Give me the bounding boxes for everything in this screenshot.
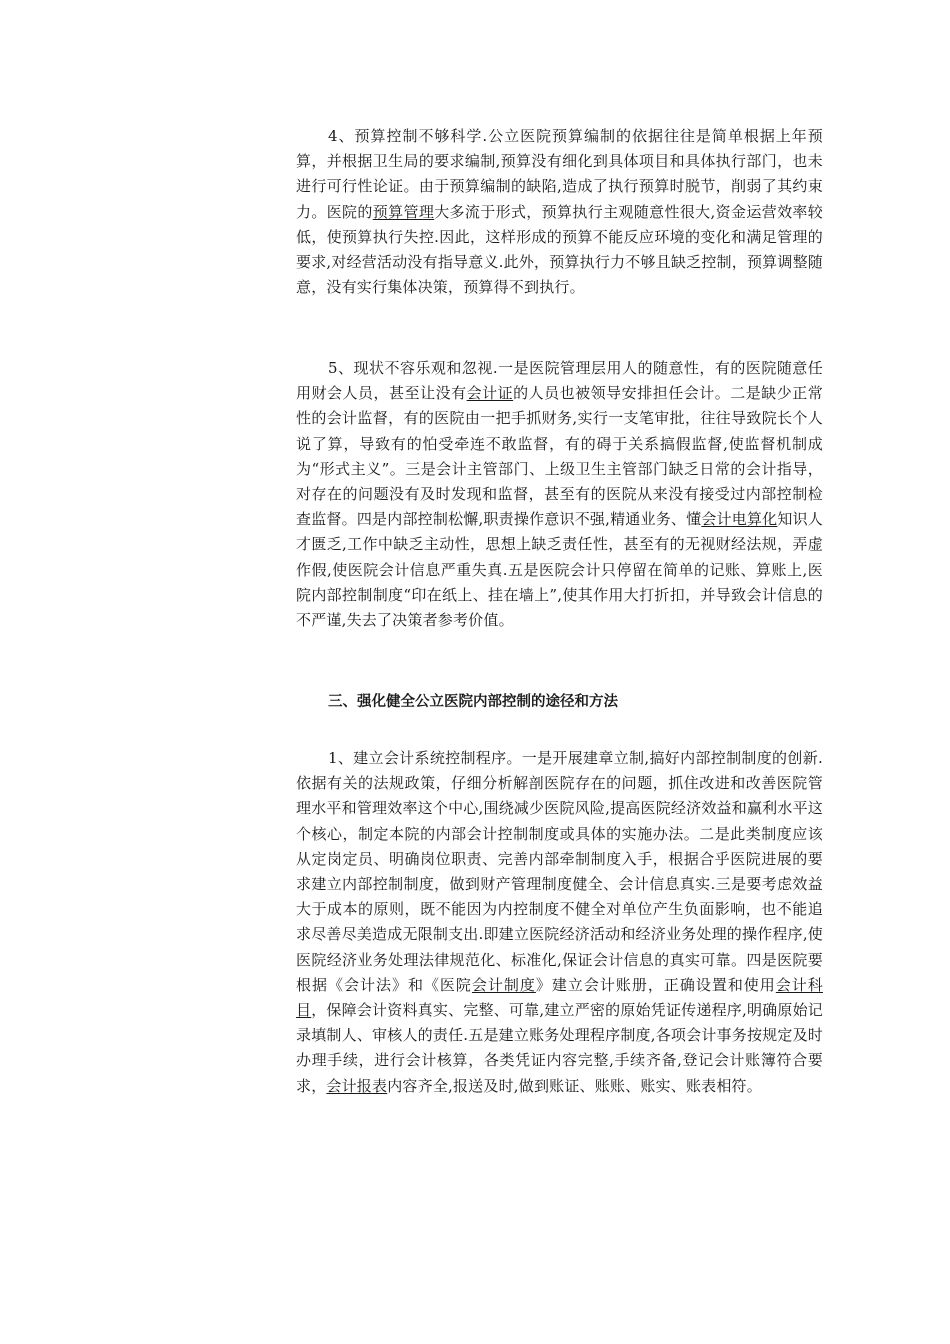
paragraph-accounting-system (296, 746, 823, 1099)
paragraph-text: ，保障会计资料真实、完整、可靠,建立严密的原始凭证传递程序,明确原始记录填制人、审核人的责任.五是建立账务处理程序制度,各项会计事务按规定及时办理手续，进行会计核算，各类凭证内容完整,手续齐备,登记会计账簿符合要求， (296, 1001, 824, 1095)
paragraph-text: 1、建立会计系统控制程序。一是开展建章立制,搞好内部控制制度的创新.依据有关的法规政策，仔细分析解剖医院存在的问题，抓住改进和改善医院管理水平和管理效率这个中心,围绕减少医院风险,提高医院经济效益和赢利水平这个核心，制定本院的内部会计控制制度或具体的实施办法。二是此类制度应该从定岗定员、明确岗位职责、完善内部牵制制度入手，根据合乎医院进展的要求建立内部控制制度，做到财产管理制度健全、会计信息真实.三是要考虑效益大于成本的原则，既不能因为内控制度不健全对单位产生负面影响，也不能追求尽善尽美造成无限制支出.即建立医院经济活动和经济业务处理的操作程序,使医院经济业务处理法律规范化、标准化,保证会计信息的真实可靠。四是医院要根据《会计法》和《医院 (296, 749, 823, 994)
link-accounting-certificate[interactable]: 会计证 (466, 384, 514, 403)
paragraph-current-situation (296, 356, 823, 633)
paragraph-text: 知识人才匮乏,工作中缺乏主动性，思想上缺乏责任性，甚至有的无视财经法规，弄虚作假,使医院会计信息严重失真.五是医院会计只停留在简单的记账、算账上,医院内部控制制度“印在纸上、挂在墙上”,使其作用大打折扣，并导致会计信息的不严谨,失去了决策者参考价值。 (296, 510, 823, 630)
paragraph-text: 5、现状不容乐观和忽视.一是医院管理层用人的随意性，有的医院随意任用财会人员，甚至让没有 (296, 359, 823, 403)
paragraph-text: 内容齐全,报送及时,做到账证、账账、账实、账表相符。 (387, 1076, 762, 1095)
paragraph-text: 》建立会计账册，正确设置和使用 (535, 975, 776, 994)
link-budget-management[interactable]: 预算管理 (372, 202, 435, 221)
paragraph-budget-control (296, 124, 823, 300)
paragraph-text: 4、预算控制不够科学.公立医院预算编制的依据往往是简单根据上年预算，并根据卫生局的要求编制,预算没有细化到具体项目和具体执行部门，也未进行可行性论证。由于预算编制的缺陷,造成了执行预算时脱节，削弱了其约束力。医院的 (296, 127, 823, 221)
paragraph-text: 大多流于形式，预算执行主观随意性很大,资金运营效率较低，使预算执行失控.因此，这样形成的预算不能反应环境的变化和满足管理的要求,对经营活动没有指导意义.此外，预算执行力不够且缺乏控制，预算调整随意，没有实行集体决策，预算得不到执行。 (296, 202, 823, 297)
section-heading: 三、强化健全公立医院内部控制的途径和方法 (328, 694, 618, 710)
link-accounting-subjects[interactable]: 会计科目 (296, 975, 823, 1020)
paragraph-text: 的人员也被领导安排担任会计。二是缺少正常性的会计监督，有的医院由一把手抓财务,实行一支笔审批，往往导致院长个人说了算，导致有的怕受牵连不敢监督，有的碍于关系搞假监督,使监督机制成为“形式主义”。三是会计主管部门、上级卫生主管部门缺乏日常的会计指导，对存在的问题没有及时发现和监督，甚至有的医院从来没有接受过内部控制检查监督。四是内部控制松懈,职责操作意识不强,精通业务、懂 (296, 384, 823, 529)
link-accounting-system[interactable]: 会计制度 (471, 975, 536, 994)
link-accounting-statements[interactable]: 会计报表 (326, 1076, 388, 1095)
link-accounting-computerization[interactable]: 会计电算化 (701, 510, 778, 529)
